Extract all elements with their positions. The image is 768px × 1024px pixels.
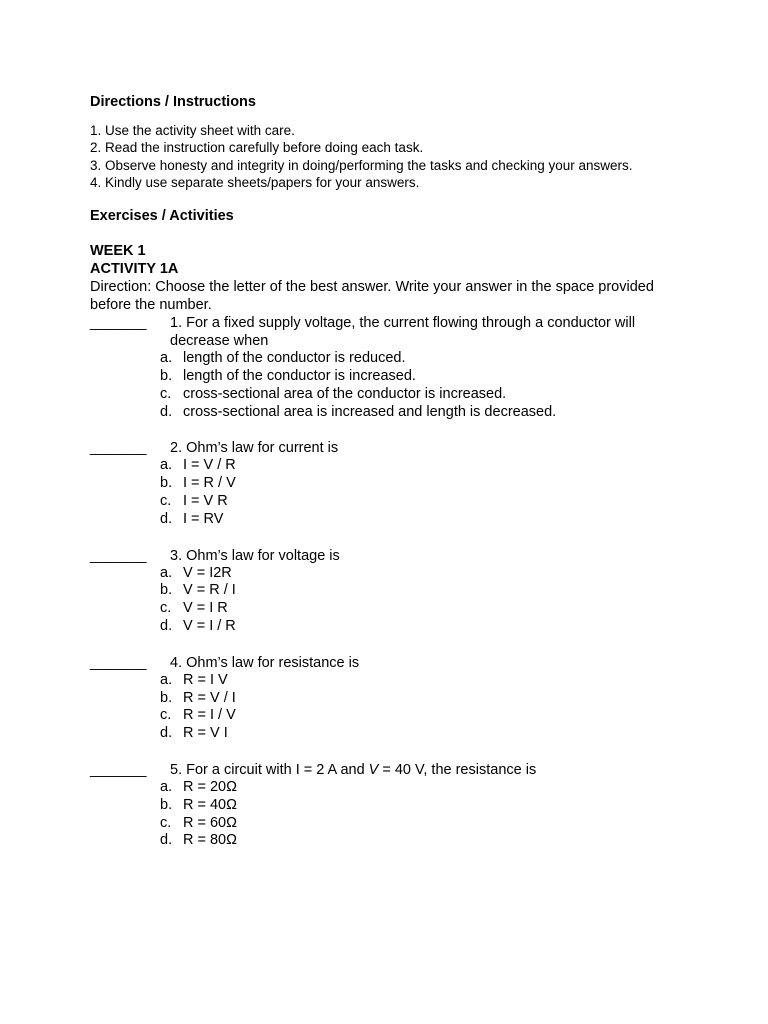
option-letter: d. bbox=[160, 617, 173, 634]
option-text: R = V / I bbox=[183, 689, 236, 706]
answer-blank: _______ bbox=[90, 547, 147, 564]
option-text: cross-sectional area of the conductor is increased. bbox=[183, 385, 507, 402]
option-text: R = I / V bbox=[183, 707, 236, 724]
option-list bbox=[90, 672, 690, 743]
option-letter: a. bbox=[160, 671, 173, 688]
option-letter: a. bbox=[160, 350, 173, 367]
option-letter: a. bbox=[160, 778, 173, 795]
answer-blank: _______ bbox=[90, 654, 147, 671]
option-letter: d. bbox=[160, 832, 173, 849]
question-4 bbox=[90, 654, 690, 743]
option-letter: b. bbox=[160, 475, 173, 492]
option-text: V = I R bbox=[183, 600, 228, 617]
option-d bbox=[90, 725, 690, 743]
option-text: V = I2R bbox=[183, 564, 232, 581]
option-letter: d. bbox=[160, 510, 173, 527]
exercises-heading: Exercises / Activities bbox=[90, 208, 234, 225]
option-d bbox=[90, 404, 690, 422]
option-a bbox=[90, 457, 690, 475]
option-letter: b. bbox=[160, 367, 173, 384]
question-text-continued: decrease when bbox=[170, 333, 269, 350]
option-text: I = R / V bbox=[183, 475, 236, 492]
option-a bbox=[90, 672, 690, 690]
answer-blank: _______ bbox=[90, 440, 147, 457]
option-text: R = 60Ω bbox=[183, 814, 237, 831]
option-text: length of the conductor is reduced. bbox=[183, 350, 406, 367]
question-text: 4. Ohm’s law for resistance is bbox=[170, 654, 360, 671]
option-letter: c. bbox=[160, 492, 172, 509]
answer-blank: _______ bbox=[90, 761, 147, 778]
question-text: 2. Ohm’s law for current is bbox=[170, 440, 339, 457]
instructions-list bbox=[90, 122, 690, 191]
option-letter: c. bbox=[160, 600, 172, 617]
question-1 bbox=[90, 314, 690, 421]
document-page bbox=[90, 93, 690, 850]
option-letter: a. bbox=[160, 457, 173, 474]
week-label: WEEK 1 bbox=[90, 243, 146, 260]
option-text: I = RV bbox=[183, 510, 224, 527]
question-5 bbox=[90, 761, 690, 850]
option-a bbox=[90, 350, 690, 368]
option-b bbox=[90, 368, 690, 386]
option-letter: a. bbox=[160, 564, 173, 581]
option-d bbox=[90, 832, 690, 850]
option-letter: c. bbox=[160, 814, 172, 831]
question-3 bbox=[90, 547, 690, 636]
option-list bbox=[90, 779, 690, 850]
option-c bbox=[90, 707, 690, 725]
question-text: 1. For a fixed supply voltage, the current flowing through a conductor will bbox=[170, 315, 636, 332]
option-text: length of the conductor is increased. bbox=[183, 367, 416, 384]
option-c bbox=[90, 600, 690, 618]
option-text: cross-sectional area is increased and length is decreased. bbox=[183, 403, 557, 420]
option-text: I = V R bbox=[183, 492, 228, 509]
activity-direction bbox=[90, 278, 690, 314]
direction-line: Direction: Choose the letter of the best answer. Write your answer in the space provided bbox=[90, 279, 654, 296]
option-d bbox=[90, 511, 690, 529]
option-letter: c. bbox=[160, 707, 172, 724]
question-text-part: 5. For a circuit with I = 2 A and bbox=[170, 761, 369, 778]
option-list bbox=[90, 350, 690, 421]
option-letter: d. bbox=[160, 403, 173, 420]
option-text: R = 40Ω bbox=[183, 796, 237, 813]
option-letter: b. bbox=[160, 689, 173, 706]
option-list bbox=[90, 565, 690, 636]
option-d bbox=[90, 618, 690, 636]
voltage-symbol: V bbox=[368, 761, 379, 778]
question-text: 3. Ohm’s law for voltage is bbox=[170, 547, 340, 564]
option-text: R = 80Ω bbox=[183, 832, 237, 849]
instruction-item: 2. Read the instruction carefully before doing each task. bbox=[90, 140, 424, 156]
option-text: R = 20Ω bbox=[183, 778, 237, 795]
option-c bbox=[90, 815, 690, 833]
option-letter: d. bbox=[160, 725, 173, 742]
option-b bbox=[90, 797, 690, 815]
activity-label: ACTIVITY 1A bbox=[90, 261, 179, 278]
option-c bbox=[90, 493, 690, 511]
answer-blank: _______ bbox=[90, 315, 147, 332]
question-text bbox=[170, 762, 536, 778]
direction-line: before the number. bbox=[90, 297, 212, 314]
option-letter: c. bbox=[160, 385, 172, 402]
option-text: V = I / R bbox=[183, 617, 236, 634]
option-text: I = V / R bbox=[183, 457, 236, 474]
directions-heading: Directions / Instructions bbox=[90, 94, 256, 110]
instruction-item: 3. Observe honesty and integrity in doing/performing the tasks and checking your answers. bbox=[90, 157, 633, 173]
option-b bbox=[90, 475, 690, 493]
option-b bbox=[90, 582, 690, 600]
option-a bbox=[90, 565, 690, 583]
instruction-item: 4. Kindly use separate sheets/papers for your answers. bbox=[90, 174, 420, 190]
option-text: V = R / I bbox=[183, 582, 236, 599]
instruction-item: 1. Use the activity sheet with care. bbox=[90, 123, 295, 138]
option-c bbox=[90, 386, 690, 404]
option-list bbox=[90, 457, 690, 528]
option-text: R = V I bbox=[183, 725, 228, 742]
option-a bbox=[90, 779, 690, 797]
option-letter: b. bbox=[160, 796, 173, 813]
question-2 bbox=[90, 439, 690, 528]
option-b bbox=[90, 690, 690, 708]
question-text-part: = 40 V, the resistance is bbox=[378, 761, 537, 778]
option-letter: b. bbox=[160, 582, 173, 599]
option-text: R = I V bbox=[183, 671, 228, 688]
